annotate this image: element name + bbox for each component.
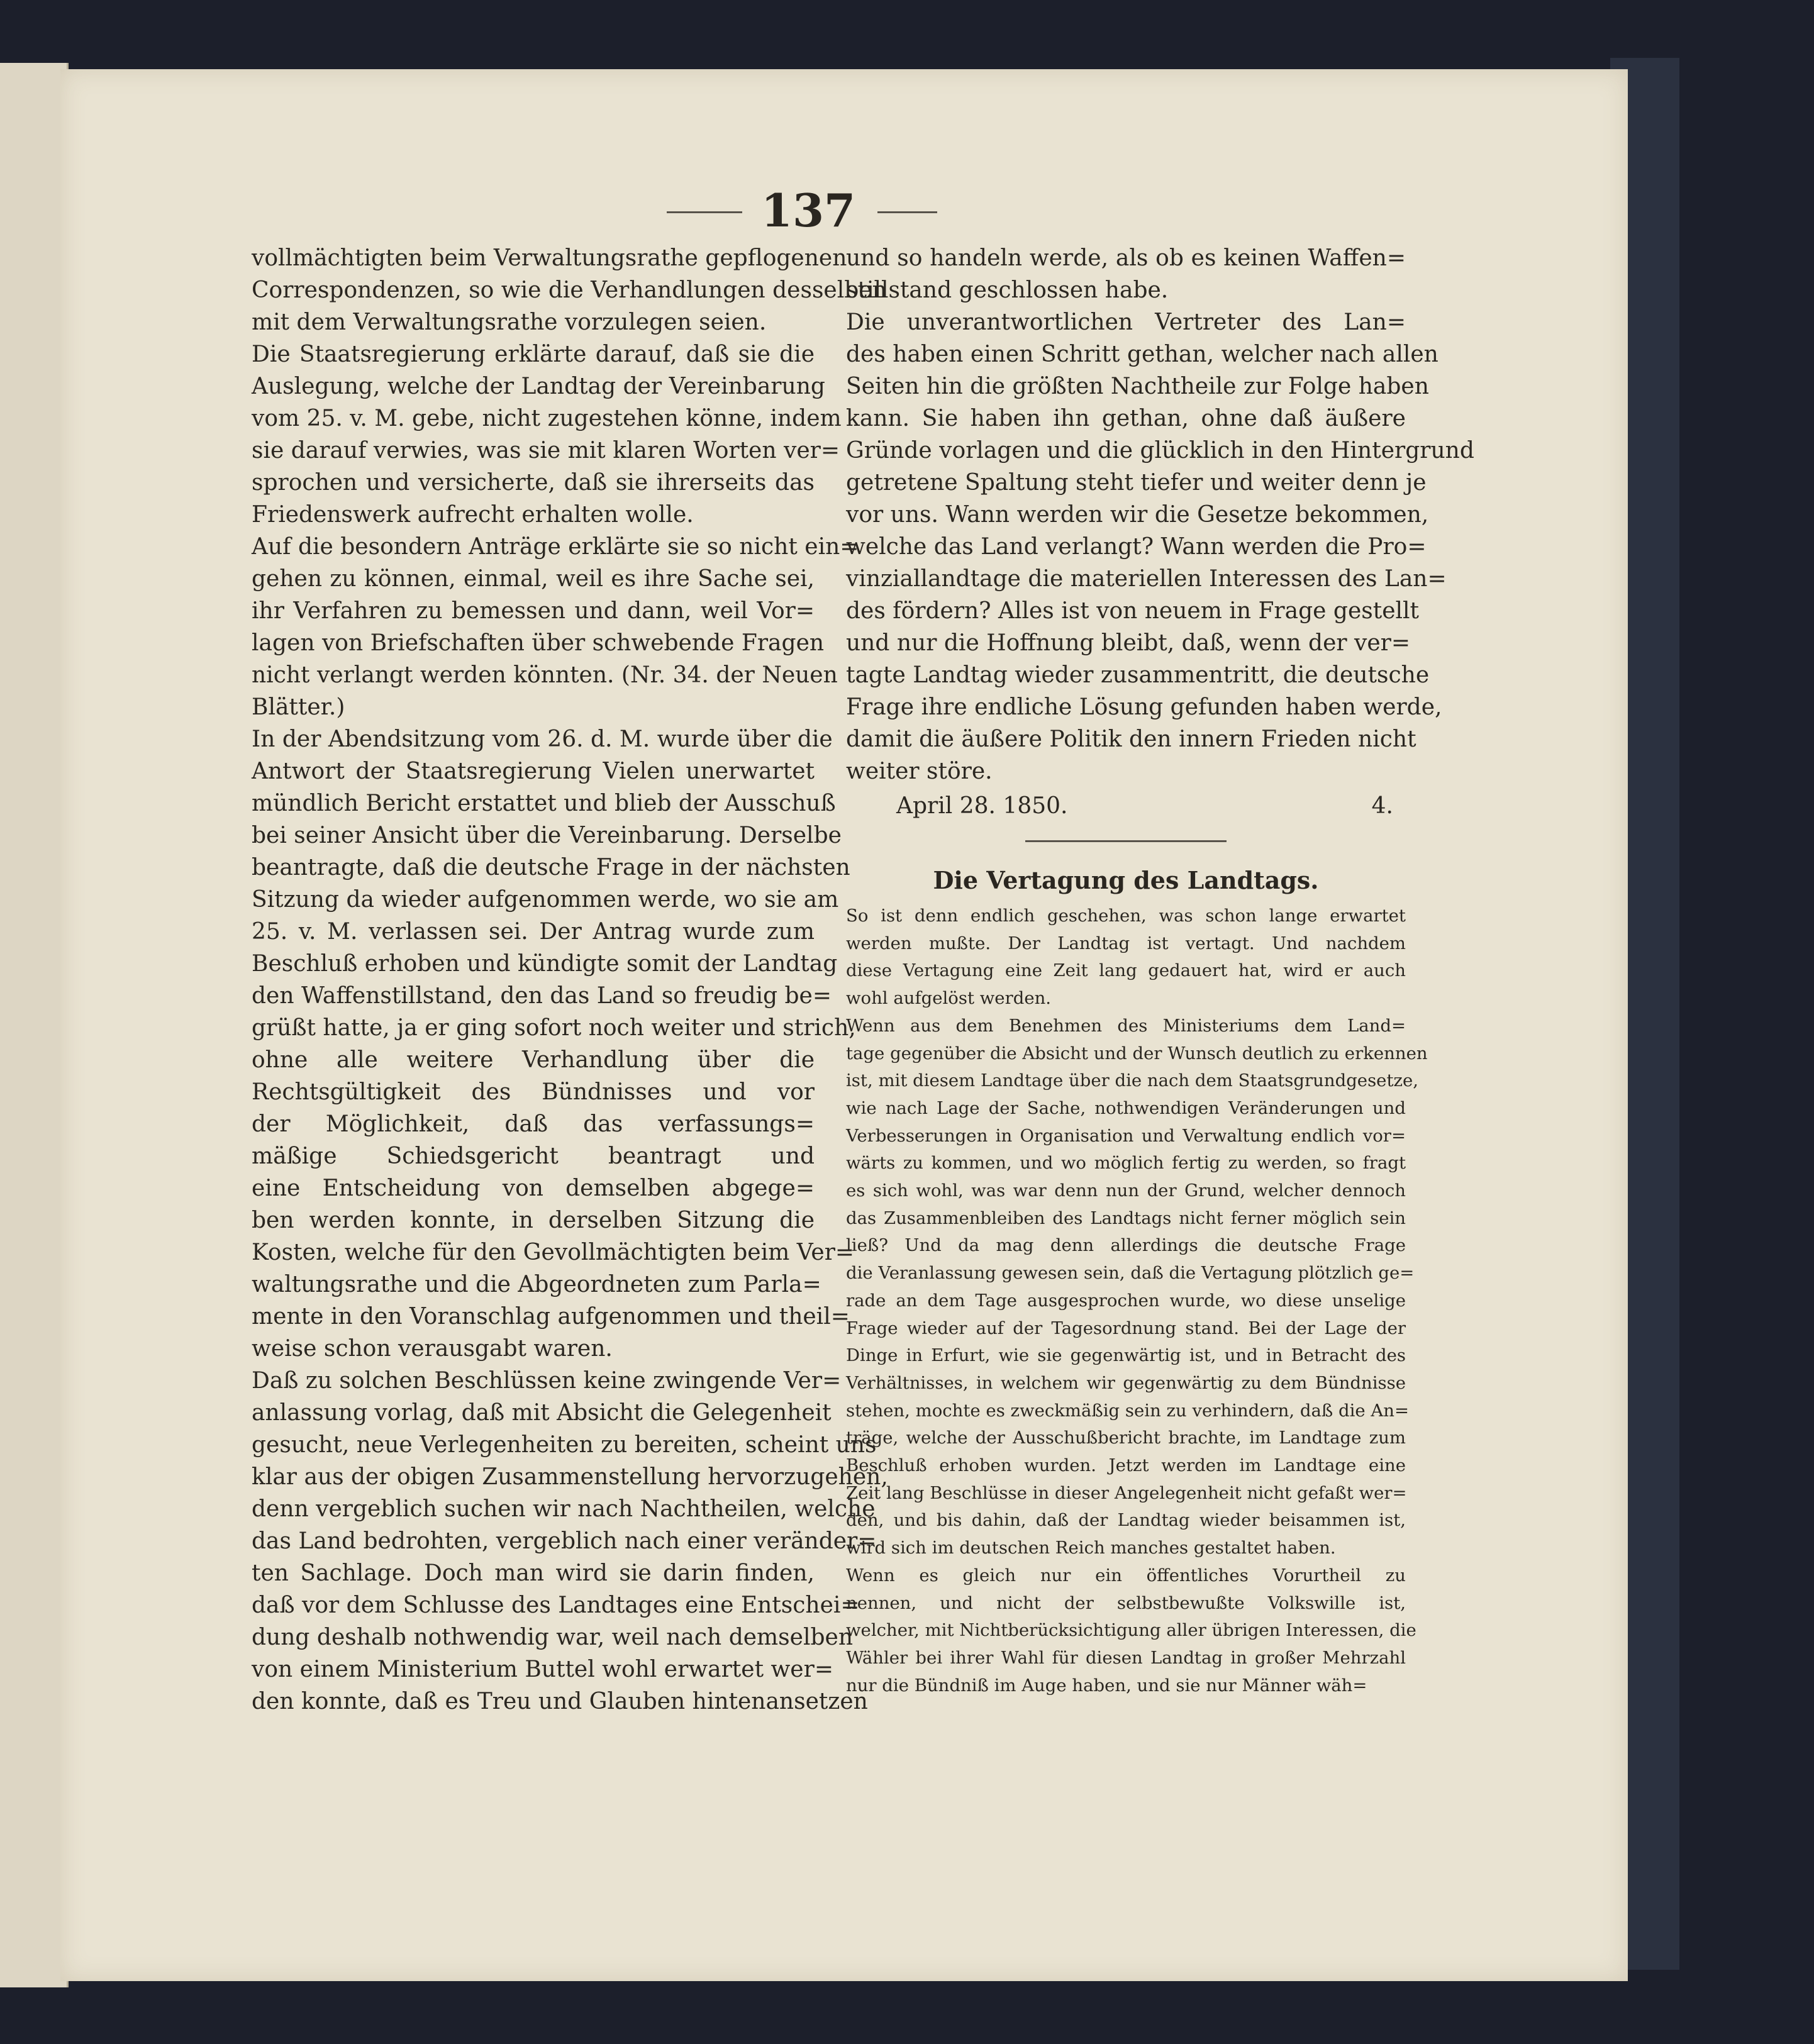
text-line: 25. v. M. verlassen sei. Der Antrag wurde zum — [252, 919, 815, 945]
text-line: wird sich im deutschen Reich manches gestaltet haben. — [846, 1538, 1336, 1558]
text-line: getretene Spaltung steht tiefer und weiter denn je — [846, 470, 1427, 496]
dateline: April 28. 1850. — [896, 793, 1068, 819]
text-line: weise schon verausgabt waren. — [252, 1336, 613, 1362]
text-line: gesucht, neue Verlegenheiten zu bereiten, scheint uns — [252, 1432, 877, 1458]
text-line: ist, mit diesem Landtage über die nach dem Staatsgrundgesetze, — [846, 1070, 1419, 1091]
text-line: Seiten hin die größten Nachtheile zur Folge haben — [846, 374, 1429, 399]
text-line: gehen zu können, einmal, weil es ihre Sache sei, — [252, 566, 815, 592]
text-line: mente in den Voranschlag aufgenommen und theil= — [252, 1304, 850, 1330]
text-line: Antwort der Staatsregierung Vielen unerwartet — [252, 758, 815, 784]
text-line: Beschluß erhoben wurden. Jetzt werden im Landtage eine — [846, 1455, 1406, 1476]
text-line: und so handeln werde, als ob es keinen Waffen= — [846, 245, 1406, 271]
text-line: ohne alle weitere Verhandlung über die — [252, 1047, 815, 1073]
text-line: Frage wieder auf der Tagesordnung stand. Bei der Lage der — [846, 1318, 1406, 1338]
text-line: werden mußte. Der Landtag ist vertagt. Und nachdem — [846, 933, 1406, 953]
text-line: Kosten, welche für den Gevollmächtigten beim Ver= — [252, 1240, 855, 1265]
header-rule-right — [877, 211, 937, 213]
text-line: Gründe vorlagen und die glücklich in den Hintergrund — [846, 438, 1474, 464]
text-line: Auslegung, welche der Landtag der Vereinbarung — [252, 374, 825, 399]
text-line: welche das Land verlangt? Wann werden die Pro= — [846, 534, 1427, 560]
text-line: beantragte, daß die deutsche Frage in der nächsten — [252, 855, 850, 880]
text-line: Daß zu solchen Beschlüssen keine zwingende Ver= — [252, 1368, 842, 1394]
text-line: mit dem Verwaltungsrathe vorzulegen seien. — [252, 309, 767, 335]
header-rule-left — [667, 211, 742, 213]
text-line: mündlich Bericht erstattet und blieb der Ausschuß — [252, 791, 836, 816]
text-line: Wenn aus dem Benehmen des Ministeriums dem Land= — [846, 1015, 1406, 1036]
text-line: sie darauf verwies, was sie mit klaren Worten ver= — [252, 438, 840, 464]
text-line: sprochen und versicherte, daß sie ihrerseits das — [252, 470, 815, 496]
text-line: nennen, und nicht der selbstbewußte Volkswille ist, — [846, 1592, 1406, 1613]
text-line: Zeit lang Beschlüsse in dieser Angelegenheit nicht gefaßt wer= — [846, 1482, 1407, 1503]
text-line: nur die Bündniß im Auge haben, und sie nur Männer wäh= — [846, 1675, 1367, 1696]
text-line: vom 25. v. M. gebe, nicht zugestehen könne, indem — [252, 406, 842, 431]
text-line: lagen von Briefschaften über schwebende Fragen — [252, 630, 825, 656]
text-line: von einem Ministerium Buttel wohl erwartet wer= — [252, 1657, 833, 1682]
dateline-row — [846, 787, 1406, 825]
text-line: Die unverantwortlichen Vertreter des Lan= — [846, 309, 1406, 335]
section-separator — [1025, 840, 1227, 842]
text-line: vor uns. Wann werden wir die Gesetze bekommen, — [846, 502, 1429, 528]
text-line: Verhältnisses, in welchem wir gegenwärtig zu dem Bündnisse — [846, 1372, 1406, 1393]
text-line: Dinge in Erfurt, wie sie gegenwärtig ist, und in Betracht des — [846, 1345, 1406, 1366]
signature: 4. — [1371, 793, 1393, 819]
text-line: tagte Landtag wieder zusammentritt, die deutsche — [846, 662, 1430, 688]
text-line: weiter störe. — [846, 758, 993, 784]
text-line: Sitzung da wieder aufgenommen werde, wo sie am — [252, 887, 839, 913]
text-line: die Veranlassung gewesen sein, daß die Vertagung plötzlich ge= — [846, 1263, 1415, 1284]
text-line: tage gegenüber die Absicht und der Wunsch deutlich zu erkennen — [846, 1043, 1428, 1064]
text-line: Wenn es gleich nur ein öffentliches Vorurtheil zu — [846, 1565, 1406, 1586]
text-line: Correspondenzen, so wie die Verhandlungen desselben — [252, 277, 887, 303]
text-line: wie nach Lage der Sache, nothwendigen Veränderungen und — [846, 1097, 1406, 1118]
text-line: mäßige Schiedsgericht beantragt und — [252, 1143, 815, 1169]
text-line: So ist denn endlich geschehen, was schon lange erwartet — [846, 906, 1406, 926]
text-line: es sich wohl, was war denn nun der Grund, welcher dennoch — [846, 1180, 1406, 1201]
text-line: träge, welche der Ausschußbericht brachte, im Landtage zum — [846, 1428, 1406, 1448]
text-line: kann. Sie haben ihn gethan, ohne daß äußere — [846, 406, 1406, 431]
text-line: anlassung vorlag, daß mit Absicht die Gelegenheit — [252, 1400, 832, 1426]
text-line: rade an dem Tage ausgesprochen wurde, wo diese unselige — [846, 1290, 1406, 1311]
text-line: des fördern? Alles ist von neuem in Frage gestellt — [846, 598, 1419, 624]
text-line: Rechtsgültigkeit des Bündnisses und vor — [252, 1079, 815, 1105]
text-line: diese Vertagung eine Zeit lang gedauert hat, wird er auch — [846, 960, 1406, 981]
text-line: Blätter.) — [252, 694, 345, 720]
text-line: stillstand geschlossen habe. — [846, 277, 1169, 303]
text-line: des haben einen Schritt gethan, welcher nach allen — [846, 342, 1438, 367]
text-line: Wähler bei ihrer Wahl für diesen Landtag in großer Mehrzahl — [846, 1647, 1406, 1668]
text-line: wärts zu kommen, und wo möglich fertig zu werden, so fragt — [846, 1153, 1406, 1174]
right-column — [846, 242, 1474, 1699]
text-line: ten Sachlage. Doch man wird sie darin finden, — [252, 1560, 815, 1586]
text-line: grüßt hatte, ja er ging sofort noch weiter und strich, — [252, 1015, 856, 1041]
text-line: ben werden konnte, in derselben Sitzung die — [252, 1208, 815, 1233]
text-line: eine Entscheidung von demselben abgege= — [252, 1175, 815, 1201]
text-line: nicht verlangt werden könnten. (Nr. 34. der Neuen — [252, 662, 838, 688]
article-heading: Die Vertagung des Landtags. — [933, 866, 1319, 894]
left-column — [252, 242, 888, 1718]
text-line: dung deshalb nothwendig war, weil nach demselben — [252, 1625, 854, 1650]
text-line: ihr Verfahren zu bemessen und dann, weil Vor= — [252, 598, 815, 624]
text-line: wohl aufgelöst werden. — [846, 988, 1052, 1009]
text-line: Beschluß erhoben und kündigte somit der Landtag — [252, 951, 838, 977]
text-line: den konnte, daß es Treu und Glauben hintenansetzen — [252, 1689, 868, 1714]
article-body — [846, 903, 1428, 1699]
text-line: damit die äußere Politik den innern Frieden nicht — [846, 726, 1416, 752]
text-line: bei seiner Ansicht über die Vereinbarung. Derselbe — [252, 823, 842, 848]
right-column-top-text — [846, 242, 1474, 787]
text-line: vinziallandtage die materiellen Interessen des Lan= — [846, 566, 1447, 592]
text-line: In der Abendsitzung vom 26. d. M. wurde über die — [252, 726, 833, 752]
text-line: den Waffenstillstand, den das Land so freudig be= — [252, 983, 832, 1009]
text-line: das Land bedrohten, vergeblich nach einer veränder= — [252, 1528, 877, 1554]
text-line: daß vor dem Schlusse des Landtages eine Entschei= — [252, 1592, 860, 1618]
text-line: Friedenswerk aufrecht erhalten wolle. — [252, 502, 694, 528]
text-line: Die Staatsregierung erklärte darauf, daß sie die — [252, 342, 815, 367]
text-line: stehen, mochte es zweckmäßig sein zu verhindern, daß die An= — [846, 1400, 1410, 1421]
text-line: Frage ihre endliche Lösung gefunden haben werde, — [846, 694, 1442, 720]
text-line: den, und bis dahin, daß der Landtag wieder beisammen ist, — [846, 1510, 1406, 1531]
text-line: ließ? Und da mag denn allerdings die deutsche Frage — [846, 1235, 1406, 1256]
text-line: denn vergeblich suchen wir nach Nachtheilen, welche — [252, 1496, 876, 1522]
text-line: welcher, mit Nichtberücksichtigung aller übrigen Interessen, die — [846, 1620, 1416, 1641]
text-line: Auf die besondern Anträge erklärte sie so nicht ein= — [252, 534, 859, 560]
text-line: klar aus der obigen Zusammenstellung hervorzugehen, — [252, 1464, 888, 1490]
text-line: der Möglichkeit, daß das verfassungs= — [252, 1111, 815, 1137]
text-line: vollmächtigten beim Verwaltungsrathe gepflogenen — [252, 245, 847, 271]
text-line: waltungsrathe und die Abgeordneten zum Parla= — [252, 1272, 821, 1297]
text-line: und nur die Hoffnung bleibt, daß, wenn der ver= — [846, 630, 1411, 656]
text-line: das Zusammenbleiben des Landtags nicht ferner möglich sein — [846, 1208, 1406, 1228]
page-number: 137 — [760, 184, 856, 237]
facing-page-edge — [0, 63, 69, 1987]
text-line: Verbesserungen in Organisation und Verwaltung endlich vor= — [846, 1125, 1406, 1146]
